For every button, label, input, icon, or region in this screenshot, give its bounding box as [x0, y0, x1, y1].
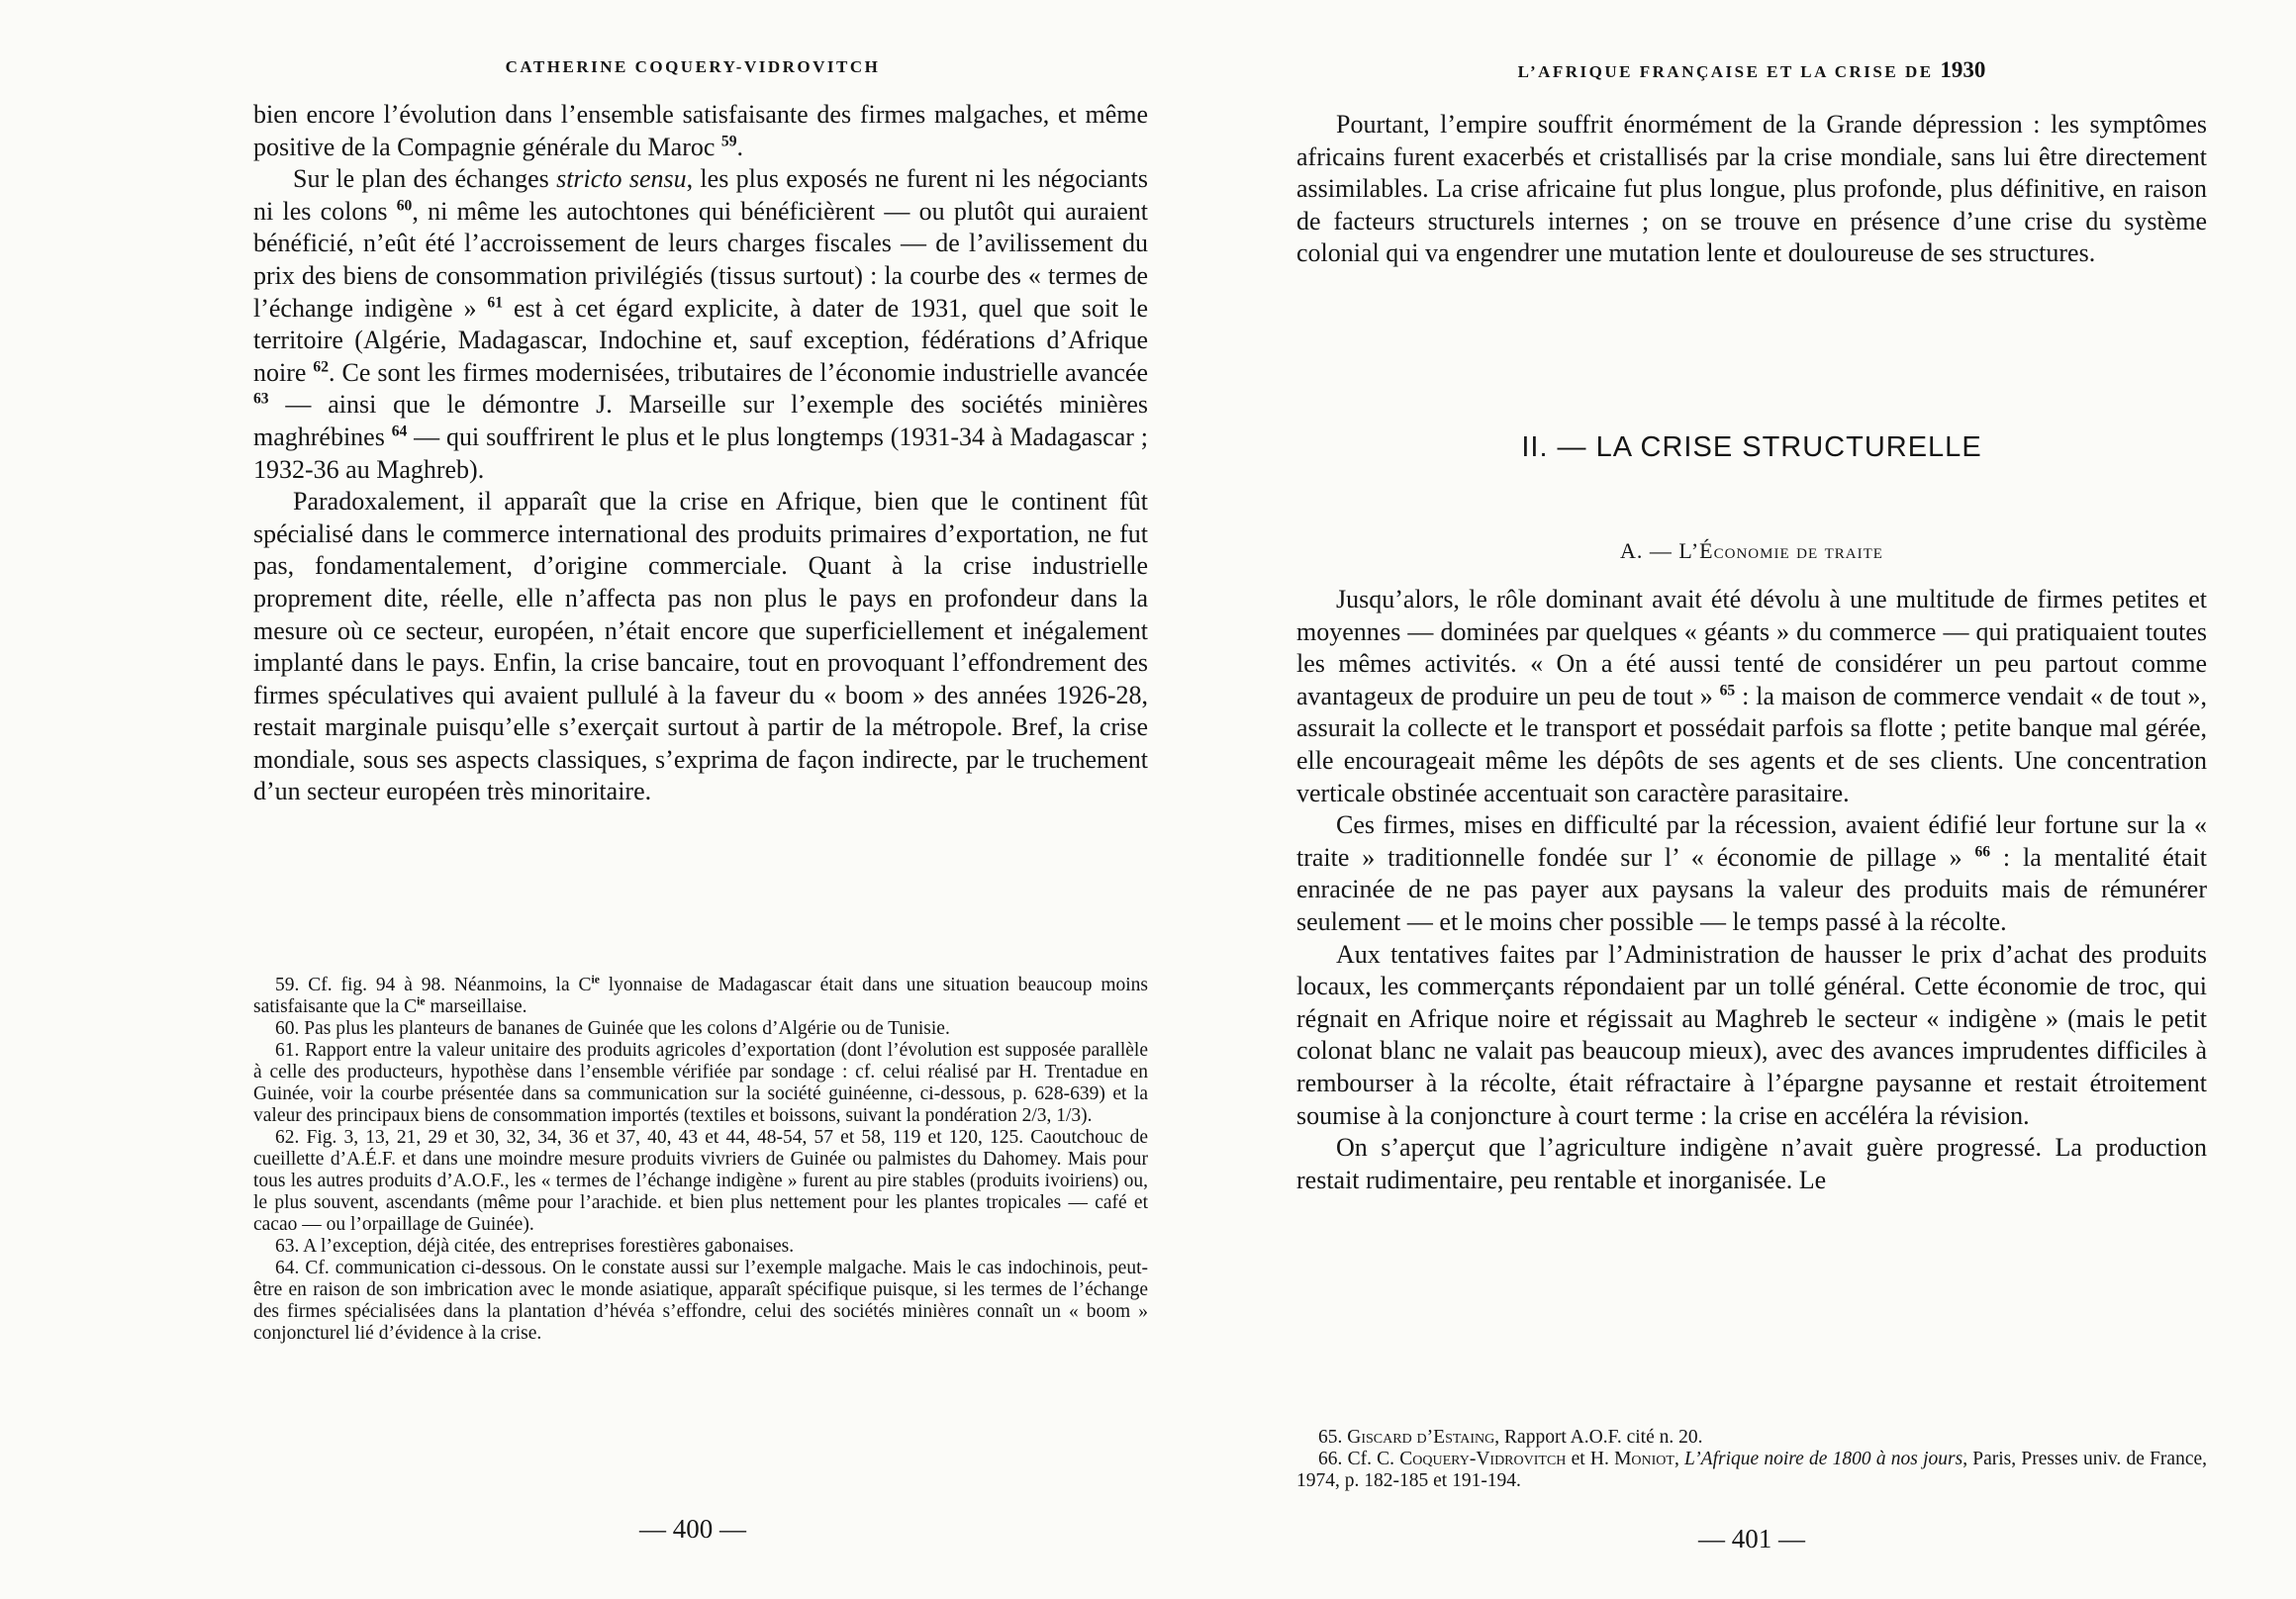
footnote-ref: 63	[253, 390, 269, 408]
paragraph	[1296, 1132, 2207, 1196]
paragraph	[1296, 939, 2207, 1133]
footnote	[253, 1018, 1148, 1040]
paragraph	[1296, 109, 2207, 270]
running-header-right-text: L’AFRIQUE FRANÇAISE ET LA CRISE DE	[1517, 62, 1934, 81]
footnote	[253, 1127, 1148, 1236]
text-run: 60. Pas plus les planteurs de bananes de Guinée que les colons d’Algérie ou de Tunisie.	[275, 1018, 950, 1039]
footnote-ref: 60	[396, 197, 413, 215]
paragraph	[1296, 584, 2207, 809]
text-run: 64. Cf. communication ci-dessous. On le constate aussi sur l’exemple malgache. Mais le cas indochinois, peut-être en raison de son imbrication avec le monde asiatique, apparaît spécifique puisque, si les termes de l’échange des firmes spécialisées dans la plantation d’hévéa s’effondre, celui des sociétés minières connaît un « boom » conjoncturel lié d’évidence à la crise.	[253, 1258, 1148, 1344]
text-run: , les plus exposés ne furent ni les négociants ni les colons	[253, 164, 1148, 226]
text-run: Moniot	[1614, 1449, 1674, 1469]
text-run: ,	[1674, 1449, 1685, 1469]
running-header-left: CATHERINE COQUERY-VIDROVITCH	[505, 57, 881, 76]
footnote-ref: 65	[1719, 682, 1736, 700]
text-run: 62. Fig. 3, 13, 21, 29 et 30, 32, 34, 36 et 37, 40, 43 et 44, 48-54, 57 et 58, 119 et 120, 125. Caoutchouc de cueillette d’A.É.F. et dans une moindre mesure produits vivriers de Guinée ou palmistes du Dahomey. Mais pour tous les autres produits d’A.O.F., les « termes de l’échange indigène » furent au pire stables (produits ivoiriens) ou, le plus souvent, ascendants (même pour l’arachide. et bien plus nettement pour les plantes tropicales — café et cacao — ou l’orpaillage de Guinée).	[253, 1127, 1148, 1235]
left-page	[238, 0, 1148, 1599]
text-run: — qui souffrirent le plus et le plus longtemps (1931-34 à Madagascar ; 1932-36 au Maghreb).	[253, 422, 1148, 484]
right-page	[1296, 0, 2207, 1599]
text-run: Jusqu’alors, le rôle dominant avait été dévolu à une multitude de firmes petites et moyennes — dominées par quelques « géants » du commerce — qui pratiquaient toutes les mêmes activités. « On a été aussi tenté de considérer un peu partout comme avantageux de produire un peu de tout »	[1296, 585, 2207, 710]
footnote-ref: 66	[1974, 843, 1991, 861]
right-intro-text	[1296, 109, 2207, 270]
text-run: 66. Cf. C.	[1318, 1449, 1400, 1469]
text-run: Ces firmes, mises en difficulté par la récession, avaient édifié leur fortune sur la « traite » traditionnelle fondée sur l’ « économie de pillage »	[1296, 810, 2207, 872]
text-run: — ainsi que le démontre J. Marseille sur l’exemple des sociétés minières maghrébines	[253, 390, 1148, 451]
paragraph	[253, 163, 1148, 486]
text-run: .	[736, 132, 743, 161]
text-run: Paradoxalement, il apparaît que la crise en Afrique, bien que le continent fût spécialisé dans le commerce international des produits primaires d’exportation, ne fut pas, fondamentalement, d’origine commerciale. Quant à la crise industrielle proprement dite, réelle, elle n’affecta pas non plus le pays en profondeur dans la mesure où ce secteur, européen, n’était encore que superficiellement et inégalement implanté dans le pays. Enfin, la crise bancaire, tout en provoquant l’effondrement des firmes spéculatives qui avaient pullulé à la faveur du « boom » des années 1926-28, restait marginale puisqu’elle s’exerçait surtout à partir de la métropole. Bref, la crise mondiale, sous ses aspects classiques, s’exprima de façon indirecte, par le truchement d’un secteur européen très minoritaire.	[253, 487, 1148, 806]
footnote	[253, 1258, 1148, 1345]
running-header-right	[1296, 57, 2207, 83]
footnote	[253, 1040, 1148, 1127]
footnote	[1296, 1427, 2207, 1449]
footnote-ref: 62	[313, 358, 330, 376]
text-run: lyonnaise de Madagascar était dans une situation beaucoup moins satisfaisante que la C	[253, 975, 1148, 1017]
text-run: Giscard d’Estaing	[1347, 1427, 1495, 1448]
text-run: 61. Rapport entre la valeur unitaire des produits agricoles d’exportation (dont l’évolution est supposée parallèle à celle des producteurs, hypothèse dans l’ensemble vérifiée par sondage : cf. celui réalisé par H. Trentadue en Guinée, voir la courbe présentée dans sa communication sur la société guinéenne, ci-dessous, p. 628-639) et la valeur des principaux biens de consommation importés (textiles et boissons, suivant la pondération 2/3, 1/3).	[253, 1040, 1148, 1126]
text-run: On s’aperçut que l’agriculture indigène n’avait guère progressé. La production restait rudimentaire, peu rentable et inorganisée. Le	[1296, 1133, 2207, 1194]
right-footnotes	[1296, 1427, 2207, 1492]
left-body-text	[253, 99, 1148, 808]
footnote-ref: 64	[391, 423, 408, 440]
text-run: 63. A l’exception, déjà citée, des entreprises forestières gabonaises.	[275, 1236, 795, 1257]
text-run: 65.	[1318, 1427, 1348, 1448]
page-number-right: — 401 —	[1698, 1524, 1805, 1553]
text-run: Coquery-Vidrovitch	[1399, 1449, 1567, 1469]
paragraph	[253, 486, 1148, 808]
text-run: : la mentalité était enracinée de ne pas payer aux paysans la valeur des produits mais de rémunérer seulement — et le moins cher possible — le temps passé à la récolte.	[1296, 842, 2207, 936]
text-run: Pourtant, l’empire souffrit énormément de la Grande dépression : les symptômes africains furent exacerbés et cristallisés par la crise mondiale, sans lui être directement assimilables. La crise africaine fut plus longue, plus profonde, plus définitive, en raison de facteurs structurels internes ; on se trouve en présence d’une crise du système colonial qui va engendrer une mutation lente et douloureuse de ses structures.	[1296, 110, 2207, 268]
footnote	[1296, 1449, 2207, 1492]
section-title: II. — LA CRISE STRUCTURELLE	[1521, 431, 1982, 463]
text-run: : la maison de commerce vendait « de tout », assurait la collecte et le transport et possédait parfois sa flotte ; petite banque mal gérée, elle encourageait même les dépôts de ses agents et de ses clients. Une concentration verticale obstinée accentuait son caractère parasitaire.	[1296, 681, 2207, 807]
text-run: bien encore l’évolution dans l’ensemble satisfaisante des firmes malgaches, et même positive de la Compagnie générale du Maroc	[253, 100, 1148, 161]
right-body-text	[1296, 584, 2207, 1196]
footnote-ref: ie	[417, 994, 426, 1008]
text-run: Aux tentatives faites par l’Administration de hausser le prix d’achat des produits locaux, les commerçants répondaient par un tollé général. Cette économie de troc, qui régnait en Afrique noire et régissait au Maghreb le secteur « indigène » (mais le petit colonat blanc ne valait pas beaucoup mieux), avec des avances imprudentes difficiles à rembourser à la récolte, était réfractaire à l’épargne paysanne et restait étroitement soumise à la conjoncture à court terme : la crise en accéléra la révision.	[1296, 939, 2207, 1130]
text-run: , ni même les autochtones qui bénéficièrent — ou plutôt qui auraient bénéficié, n’eût été l’accroissement de leurs charges fiscales — de l’avilissement du prix des biens de consommation privilégiés (tissus surtout) : la courbe des « termes de l’échange indigène »	[253, 196, 1148, 323]
footnote-ref: ie	[591, 973, 600, 987]
text-run: Sur le plan des échanges	[293, 164, 557, 194]
page-number-left: — 400 —	[639, 1514, 746, 1544]
text-run: marseillaise.	[425, 996, 527, 1017]
footnote-ref: 59	[720, 132, 737, 149]
text-run: 59. Cf. fig. 94 à 98. Néanmoins, la C	[275, 975, 592, 995]
footnote	[253, 975, 1148, 1018]
text-run: est à cet égard explicite, à dater de 1931, quel que soit le territoire (Algérie, Madagascar, Indochine et, sauf exception, fédérations d’Afrique noire	[253, 293, 1148, 387]
text-run: et H.	[1566, 1449, 1615, 1469]
running-header-right-year: 1930	[1940, 57, 1986, 82]
footnote-ref: 61	[487, 293, 504, 311]
left-footnotes	[253, 975, 1148, 1345]
text-run: , Paris, Presses univ. de France, 1974, p. 182-185 et 191-194.	[1296, 1449, 2208, 1491]
text-run: . Ce sont les firmes modernisées, tributaires de l’économie industrielle avancée	[329, 357, 1149, 387]
footnote	[253, 1236, 1148, 1258]
text-run: , Rapport A.O.F. cité n. 20.	[1494, 1427, 1703, 1448]
paragraph	[1296, 809, 2207, 938]
text-run: stricto sensu	[556, 164, 687, 194]
subsection-title: A. — L’Économie de traite	[1620, 538, 1883, 563]
paragraph	[253, 99, 1148, 163]
text-run: L’Afrique noire de 1800 à nos jours	[1684, 1449, 1963, 1469]
